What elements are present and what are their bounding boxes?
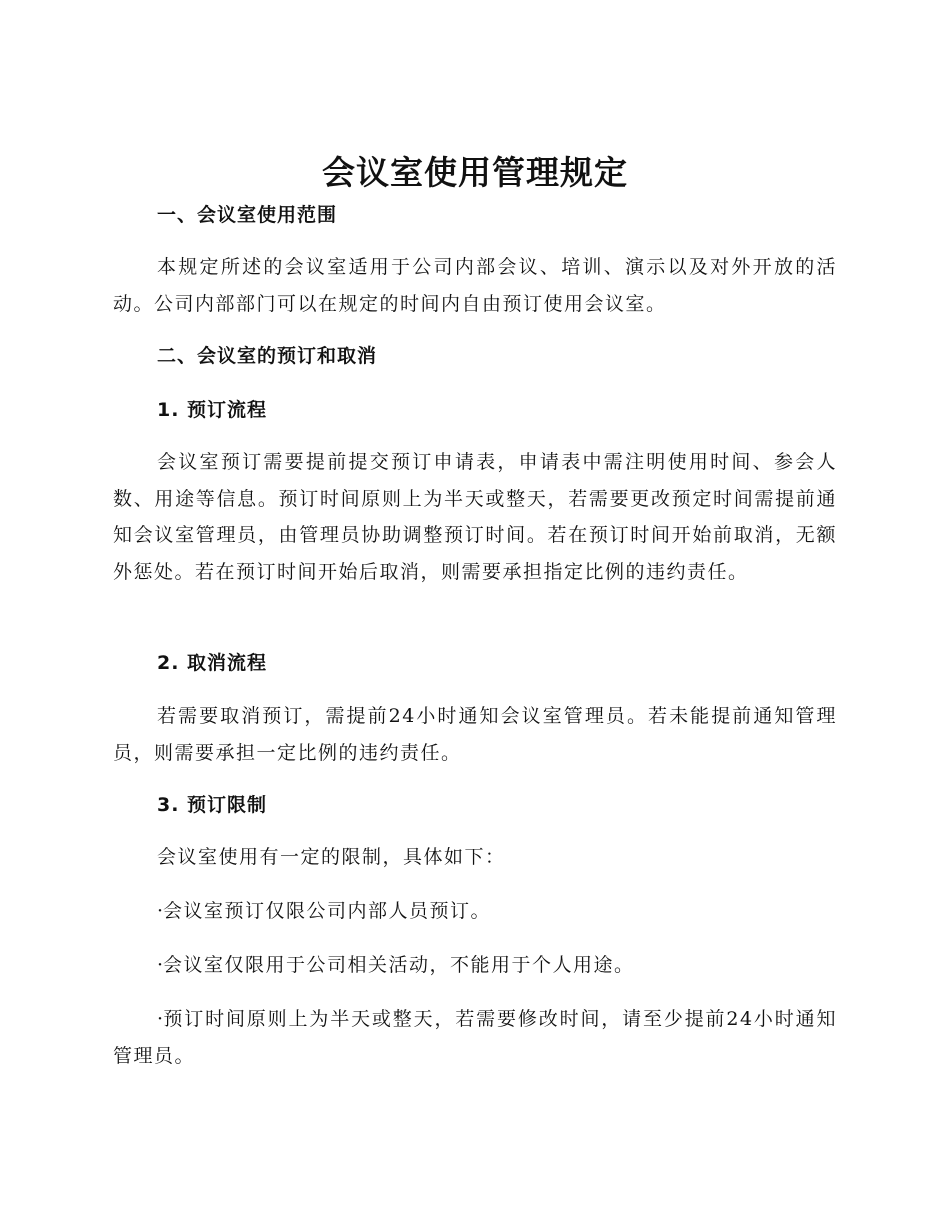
section-2-heading: 二、会议室的预订和取消 [157,345,378,367]
bullet-marker: · [157,900,164,922]
limit-bullet-item [113,893,837,930]
bullet-text: 会议室仅限用于公司相关活动，不能用于个人用途。 [163,954,635,976]
subsection-booking-paragraph: 会议室预订需要提前提交预订申请表，申请表中需注明使用时间、参会人数、用途等信息。预订时间原则上为半天或整天，若需要更改预定时间需提前通知会议室管理员，由管理员协助调整预订时间。若在预订时间开始前取消，无额外惩处。若在预订时间开始后取消，则需要承担指定比例的违约责任。 [113,451,837,583]
bullet-text: 预订时间原则上为半天或整天，若需要修改时间，请至少提前24小时通知管理员。 [113,1008,837,1067]
document-title: 会议室使用管理规定 [322,153,628,192]
subsection-booking-heading: 1. 预订流程 [157,399,268,421]
limit-bullet-item [113,947,837,984]
bullet-marker: · [157,1008,164,1030]
subsection-cancel-paragraph: 若需要取消预订，需提前24小时通知会议室管理员。若未能提前通知管理员，则需要承担一定比例的违约责任。 [113,705,837,764]
bullet-marker: · [157,954,164,976]
limit-bullet-item [113,1001,837,1074]
subsection-cancel-heading: 2. 取消流程 [157,652,268,674]
section-1-paragraph: 本规定所述的会议室适用于公司内部会议、培训、演示以及对外开放的活动。公司内部部门可以在规定的时间内自由预订使用会议室。 [113,256,837,315]
bullet-text: 会议室预订仅限公司内部人员预订。 [163,900,492,922]
section-1-heading: 一、会议室使用范围 [157,204,338,226]
subsection-limits-intro: 会议室使用有一定的限制，具体如下： [157,846,506,868]
subsection-limits-heading: 3. 预订限制 [157,794,268,816]
